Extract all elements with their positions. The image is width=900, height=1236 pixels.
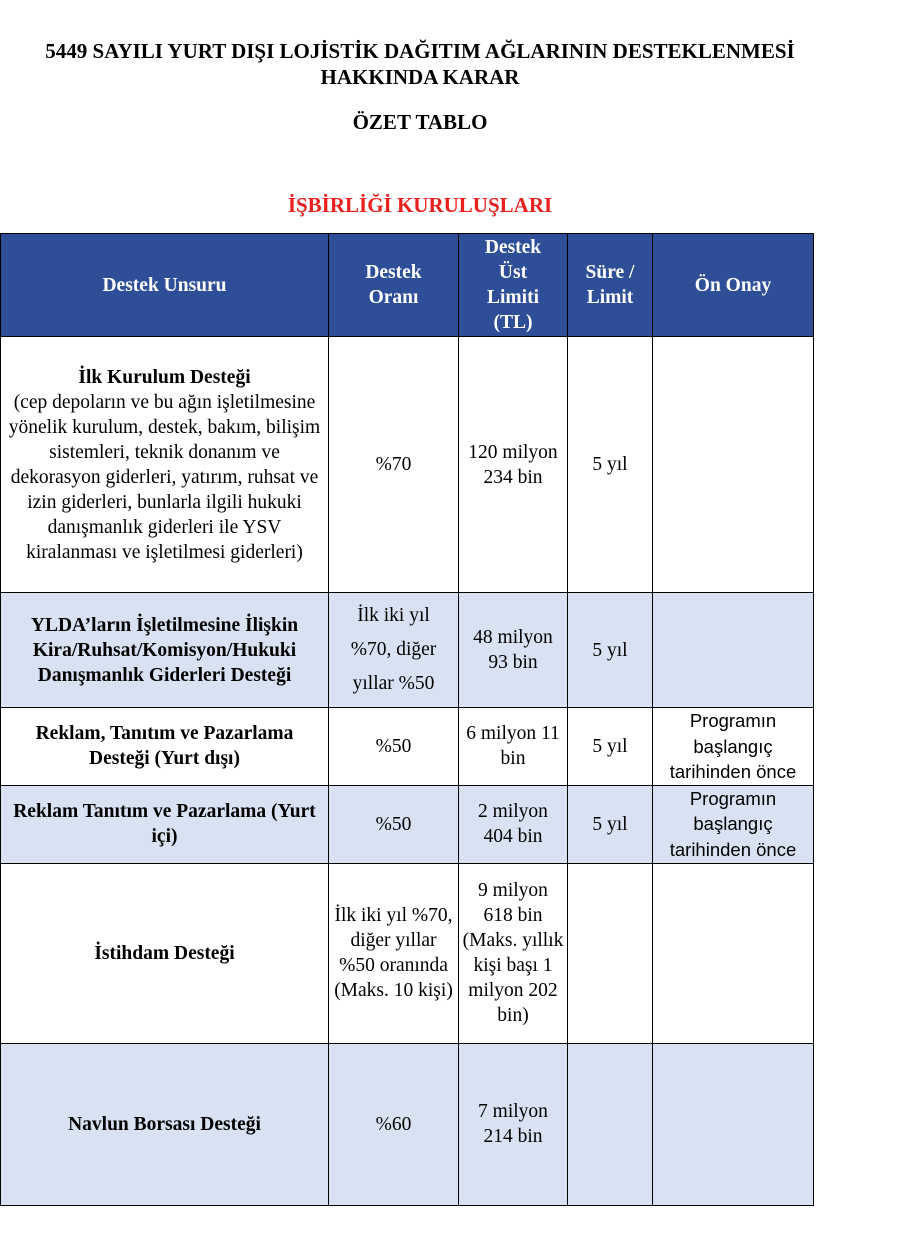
- cell-sure: 5 yıl: [568, 337, 653, 593]
- cell-unsur: Navlun Borsası Desteği: [1, 1043, 329, 1205]
- cell-unsur: İstihdam Desteği: [1, 863, 329, 1043]
- column-header-unsur: Destek Unsuru: [1, 234, 329, 337]
- cell-onay: [653, 337, 814, 593]
- cell-onay: Programın başlangıç tarihinden önce: [653, 785, 814, 863]
- cell-oran: %70: [329, 337, 459, 593]
- cell-oran: İlk iki yıl %70, diğer yıllar %50: [329, 593, 459, 708]
- table-header-row: [1, 234, 814, 337]
- cell-limit: 120 milyon 234 bin: [459, 337, 568, 593]
- cell-limit: 6 milyon 11 bin: [459, 708, 568, 786]
- cell-oran: %50: [329, 785, 459, 863]
- cell-limit: 48 milyon 93 bin: [459, 593, 568, 708]
- cell-sure: [568, 863, 653, 1043]
- cell-sure: 5 yıl: [568, 708, 653, 786]
- cell-oran: İlk iki yıl %70, diğer yıllar %50 oranında (Maks. 10 kişi): [329, 863, 459, 1043]
- cell-onay: [653, 1043, 814, 1205]
- table-row: [1, 708, 814, 786]
- cell-unsur: YLDA’ların İşletilmesine İlişkin Kira/Ruhsat/Komisyon/Hukuki Danışmanlık Giderleri Desteği: [1, 593, 329, 708]
- column-header-oran: Destek Oranı: [329, 234, 459, 337]
- cell-sure: 5 yıl: [568, 593, 653, 708]
- document-title-line1: 5449 SAYILI YURT DIŞI LOJİSTİK DAĞITIM AĞLARININ DESTEKLENMESİ: [45, 39, 795, 63]
- cell-onay: Programın başlangıç tarihinden önce: [653, 708, 814, 786]
- table-row: [1, 337, 814, 593]
- cell-sure: 5 yıl: [568, 785, 653, 863]
- cell-onay: [653, 863, 814, 1043]
- cell-oran: %60: [329, 1043, 459, 1205]
- table-row: [1, 593, 814, 708]
- cell-unsur: İlk Kurulum Desteği (cep depoların ve bu ağın işletilmesine yönelik kurulum, destek, bakım, bilişim sistemleri, teknik donanım ve dekorasyon giderleri, yatırım, ruhsat ve izin giderleri, bunlarla ilgili hukuki danışmanlık giderleri ile YSV kiralanması ve işletilmesi giderleri): [1, 337, 329, 593]
- table-row: [1, 785, 814, 863]
- column-header-limit: Destek Üst Limiti (TL): [459, 234, 568, 337]
- column-header-sure: Süre / Limit: [568, 234, 653, 337]
- cell-limit: 7 milyon 214 bin: [459, 1043, 568, 1205]
- table-row: [1, 863, 814, 1043]
- summary-table: [0, 233, 814, 1206]
- table-row: [1, 1043, 814, 1205]
- cell-sure: [568, 1043, 653, 1205]
- cell-unsur: Reklam Tanıtım ve Pazarlama (Yurt içi): [1, 785, 329, 863]
- document-title-line2: HAKKINDA KARAR: [320, 65, 520, 89]
- cell-unsur: Reklam, Tanıtım ve Pazarlama Desteği (Yurt dışı): [1, 708, 329, 786]
- column-header-onay: Ön Onay: [653, 234, 814, 337]
- cell-limit: 9 milyon 618 bin (Maks. yıllık kişi başı 1 milyon 202 bin): [459, 863, 568, 1043]
- cell-limit: 2 milyon 404 bin: [459, 785, 568, 863]
- cell-oran: %50: [329, 708, 459, 786]
- cell-onay: [653, 593, 814, 708]
- section-title: İŞBİRLİĞİ KURULUŞLARI: [287, 193, 553, 217]
- document-subtitle: ÖZET TABLO: [352, 110, 488, 134]
